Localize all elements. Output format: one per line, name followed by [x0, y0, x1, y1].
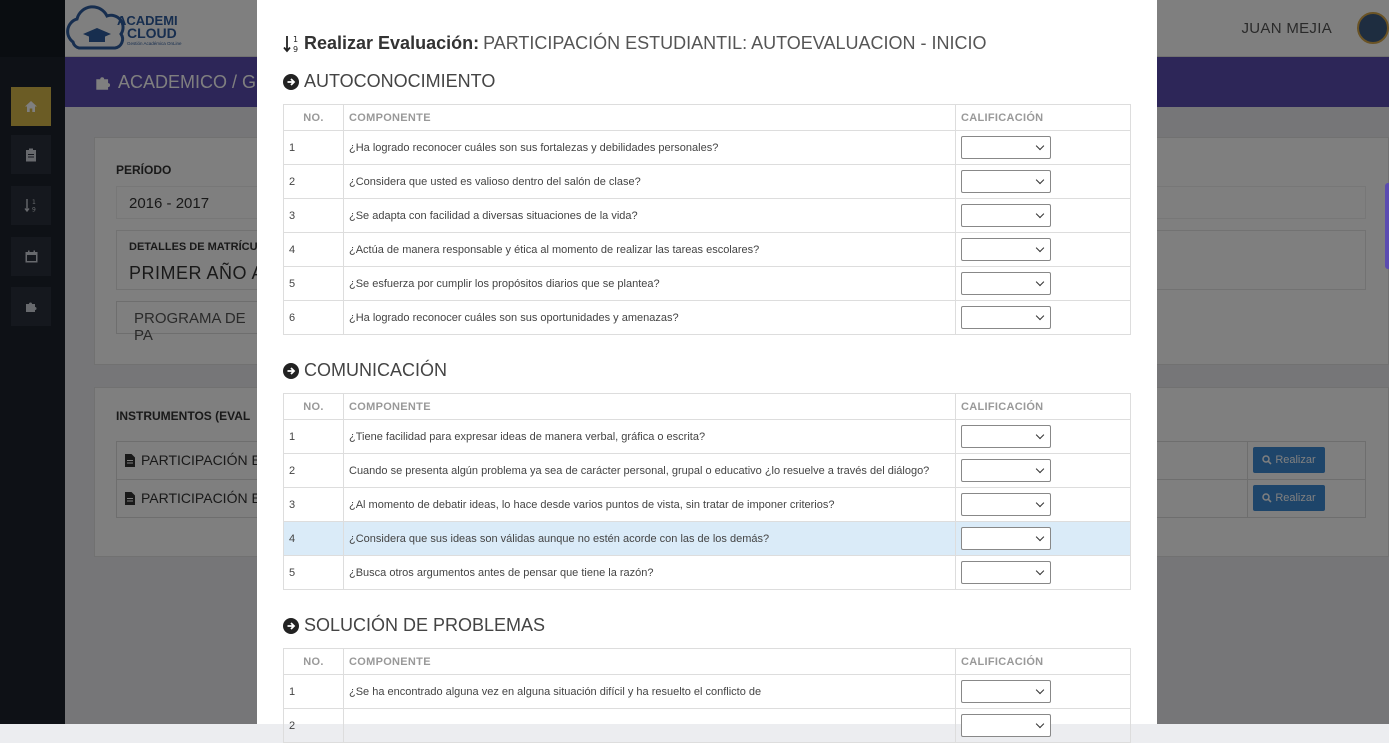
row-text: ¿Se ha encontrado alguna vez en alguna situación difícil y ha resuelto el conflicto de: [344, 675, 956, 709]
row-no: 3: [284, 488, 344, 522]
row-text: ¿Actúa de manera responsable y ética al momento de realizar las tareas escolares?: [344, 233, 956, 267]
row-calificacion: [956, 233, 1131, 267]
row-no: 1: [284, 131, 344, 165]
row-no: 1: [284, 675, 344, 709]
calificacion-select[interactable]: [961, 425, 1051, 448]
table-row: [284, 420, 1131, 454]
table-row: [284, 675, 1131, 709]
modal-title-rest: PARTICIPACIÓN ESTUDIANTIL: AUTOEVALUACION - INICIO: [483, 33, 987, 53]
svg-text:1: 1: [293, 34, 299, 44]
section-title: COMUNICACIÓN: [304, 360, 447, 380]
table-row: [284, 165, 1131, 199]
column-no: NO.: [284, 394, 344, 420]
table-row: [284, 267, 1131, 301]
section-title: AUTOCONOCIMIENTO: [304, 71, 496, 91]
column-componente: COMPONENTE: [344, 649, 956, 675]
calificacion-select[interactable]: [961, 459, 1051, 482]
row-text: ¿Se esfuerza por cumplir los propósitos diarios que se plantea?: [344, 267, 956, 301]
row-calificacion: [956, 165, 1131, 199]
side-settings-tab[interactable]: [1385, 183, 1389, 269]
section-title: SOLUCIÓN DE PROBLEMAS: [304, 615, 546, 635]
calificacion-select[interactable]: [961, 170, 1051, 193]
row-calificacion: [956, 709, 1131, 743]
row-no: 4: [284, 233, 344, 267]
row-no: 2: [284, 709, 344, 743]
calificacion-select[interactable]: [961, 136, 1051, 159]
row-text: ¿Considera que usted es valioso dentro del salón de clase?: [344, 165, 956, 199]
row-no: 3: [284, 199, 344, 233]
row-no: 2: [284, 454, 344, 488]
table-row: [284, 488, 1131, 522]
row-calificacion: [956, 131, 1131, 165]
arrow-circle-right-icon: [283, 363, 299, 379]
table-row: [284, 131, 1131, 165]
row-calificacion: [956, 454, 1131, 488]
row-text: ¿Al momento de debatir ideas, lo hace desde varios puntos de vista, sin tratar de imponer criterios?: [344, 488, 956, 522]
arrow-circle-right-icon: [283, 618, 299, 634]
row-calificacion: [956, 675, 1131, 709]
row-text: ¿Ha logrado reconocer cuáles son sus fortalezas y debilidades personales?: [344, 131, 956, 165]
row-text: [344, 709, 956, 743]
row-calificacion: [956, 420, 1131, 454]
row-calificacion: [956, 522, 1131, 556]
table-header-row: [284, 105, 1131, 131]
section-table: [283, 393, 1131, 590]
row-no: 5: [284, 556, 344, 590]
row-calificacion: [956, 267, 1131, 301]
section-table: [283, 104, 1131, 335]
row-calificacion: [956, 556, 1131, 590]
row-no: 4: [284, 522, 344, 556]
row-calificacion: [956, 199, 1131, 233]
row-calificacion: [956, 488, 1131, 522]
row-text: Cuando se presenta algún problema ya sea de carácter personal, grupal o educativo ¿lo resuelve a través del diálogo?: [344, 454, 956, 488]
table-row-hovered: [284, 522, 1131, 556]
calificacion-select[interactable]: [961, 204, 1051, 227]
column-no: NO.: [284, 105, 344, 131]
section-heading: [283, 360, 447, 381]
table-row: [284, 556, 1131, 590]
calificacion-select[interactable]: [961, 272, 1051, 295]
row-text: ¿Busca otros argumentos antes de pensar que tiene la razón?: [344, 556, 956, 590]
row-text: ¿Ha logrado reconocer cuáles son sus oportunidades y amenazas?: [344, 301, 956, 335]
column-componente: COMPONENTE: [344, 105, 956, 131]
table-row: [284, 301, 1131, 335]
calificacion-select[interactable]: [961, 561, 1051, 584]
calificacion-select[interactable]: [961, 714, 1051, 737]
row-text: ¿Tiene facilidad para expresar ideas de manera verbal, gráfica o escrita?: [344, 420, 956, 454]
column-no: NO.: [284, 649, 344, 675]
calificacion-select[interactable]: [961, 680, 1051, 703]
evaluation-modal: [257, 0, 1157, 732]
table-header-row: [284, 649, 1131, 675]
modal-title: [283, 33, 987, 54]
section-heading: [283, 71, 495, 92]
table-header-row: [284, 394, 1131, 420]
table-row: [284, 709, 1131, 743]
table-row: [284, 233, 1131, 267]
row-no: 2: [284, 165, 344, 199]
section-table: [283, 648, 1131, 743]
svg-text:9: 9: [293, 44, 299, 54]
column-calificacion: CALIFICACIÓN: [956, 394, 1131, 420]
table-row: [284, 454, 1131, 488]
arrow-circle-right-icon: [283, 74, 299, 90]
table-row: [284, 199, 1131, 233]
calificacion-select[interactable]: [961, 527, 1051, 550]
section-heading: [283, 615, 545, 636]
column-calificacion: CALIFICACIÓN: [956, 105, 1131, 131]
modal-title-bold: Realizar Evaluación:: [304, 33, 480, 53]
sort-numeric-icon: [283, 34, 300, 54]
column-componente: COMPONENTE: [344, 394, 956, 420]
column-calificacion: CALIFICACIÓN: [956, 649, 1131, 675]
row-no: 5: [284, 267, 344, 301]
row-text: ¿Se adapta con facilidad a diversas situaciones de la vida?: [344, 199, 956, 233]
row-no: 1: [284, 420, 344, 454]
row-calificacion: [956, 301, 1131, 335]
calificacion-select[interactable]: [961, 493, 1051, 516]
row-no: 6: [284, 301, 344, 335]
row-text: ¿Considera que sus ideas son válidas aunque no estén acorde con las de los demás?: [344, 522, 956, 556]
calificacion-select[interactable]: [961, 306, 1051, 329]
calificacion-select[interactable]: [961, 238, 1051, 261]
